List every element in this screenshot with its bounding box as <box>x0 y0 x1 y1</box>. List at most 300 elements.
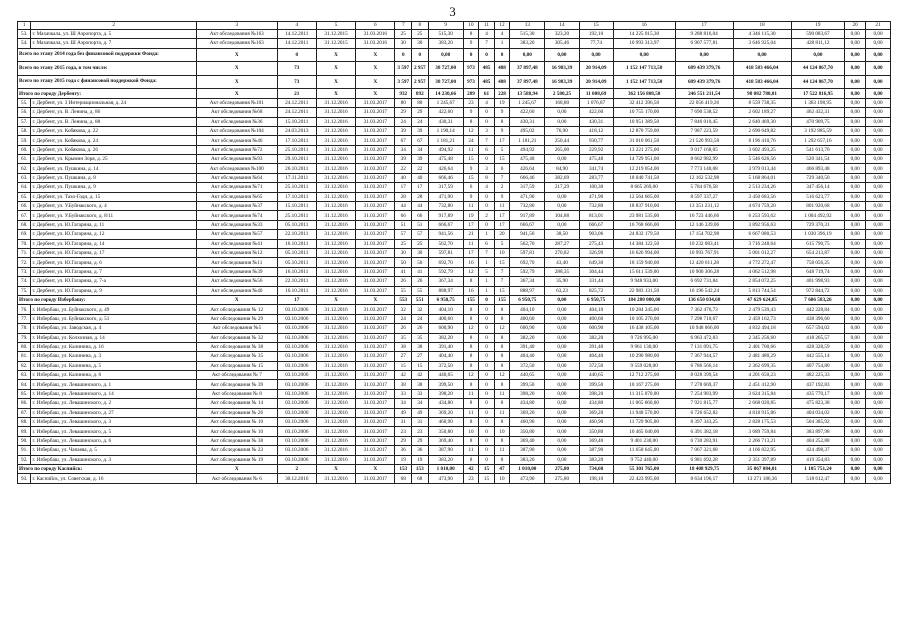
table-cell: 462 432,31 <box>791 108 845 117</box>
table-cell: 2 957 <box>412 75 429 89</box>
table-cell: 440,65 <box>510 371 545 380</box>
table-cell: 11 <box>463 145 479 154</box>
table-cell: 44 <box>412 202 429 211</box>
table-cell: 265,00 <box>545 145 579 154</box>
table-cell: 597,81 <box>510 249 545 258</box>
table-cell: 24.12.2011 <box>277 108 316 117</box>
table-cell: 31.03.2017 <box>356 108 395 117</box>
table-row <box>18 408 891 417</box>
table-cell: 9 961 130,00 <box>613 342 675 351</box>
table-cell: 2 459 162,73 <box>733 314 791 323</box>
table-cell: 8 <box>463 399 479 408</box>
table-cell: 0,00 <box>865 155 890 164</box>
table-cell: 10 465 040,00 <box>613 427 675 436</box>
table-cell: 55 <box>395 286 412 295</box>
table-cell: 9 948 933,00 <box>613 277 675 286</box>
table-cell: 8 <box>494 455 510 464</box>
table-cell: Акт обследования №33 <box>196 220 277 229</box>
table-cell: 31.03.2017 <box>356 239 395 248</box>
table-cell: 0,00 <box>865 258 890 267</box>
address-cell: г. Избербаш, ул. Калинина, д. 3 <box>31 352 196 361</box>
table-cell: 31.12.2016 <box>316 342 355 351</box>
table-cell: 732,80 <box>428 202 463 211</box>
table-cell: Акт обследования № 15 <box>196 361 277 370</box>
table-row <box>18 380 891 389</box>
table-cell: 504 385,92 <box>791 418 845 427</box>
row-index: 88. <box>18 418 31 427</box>
table-cell: 20 914,09 <box>579 75 613 89</box>
table-row <box>18 164 891 173</box>
table-cell: 382,69 <box>545 173 579 182</box>
table-cell: 442 555,14 <box>791 352 845 361</box>
table-cell: X <box>316 62 355 76</box>
table-cell: 0,00 <box>579 48 613 62</box>
table-cell: 43,40 <box>545 258 579 267</box>
table-row <box>18 98 891 107</box>
table-cell: 6 786 566,14 <box>675 361 733 370</box>
table-cell: 7 362 476,73 <box>675 305 733 314</box>
table-cell: 369,20 <box>510 408 545 417</box>
table-cell: 520 341,54 <box>791 155 845 164</box>
table-cell: 31.12.2016 <box>316 108 355 117</box>
column-number-row <box>18 22 891 30</box>
table-cell: 1 363 198,95 <box>791 98 845 107</box>
table-cell: 22 <box>412 164 429 173</box>
table-cell: 434,80 <box>579 399 613 408</box>
table-cell: 7 <box>494 277 510 286</box>
table-cell: 22 983 131,50 <box>613 286 675 295</box>
address-cell: г. Избербаш, ул. Левашинского, д. 1 <box>31 380 196 389</box>
table-cell: 9 <box>494 108 510 117</box>
table-cell: 31.03.2017 <box>356 98 395 107</box>
table-cell: 0,00 <box>510 48 545 62</box>
table-cell: 8 <box>463 314 479 323</box>
table-cell: 0,00 <box>675 48 733 62</box>
table-cell: 15 <box>494 286 510 295</box>
table-cell: 6 950,75 <box>510 295 545 304</box>
table-cell: X <box>356 75 395 89</box>
table-cell: 3 979 013,44 <box>733 164 791 173</box>
row-index: 90. <box>18 436 31 445</box>
table-cell: 404,40 <box>579 352 613 361</box>
table-cell: 10 993 767,91 <box>675 249 733 258</box>
table-cell: 31.12.2016 <box>316 136 355 145</box>
table-cell: Акт обследования № 26 <box>196 408 277 417</box>
table-cell: 31.03.2016 <box>356 39 395 48</box>
table-cell: 49 <box>412 408 429 417</box>
table-cell: 0,00 <box>545 436 579 445</box>
table-cell: 2 <box>479 211 495 220</box>
table-cell: Акт обследования № 14 <box>196 399 277 408</box>
table-cell: 8 <box>463 277 479 286</box>
table-cell: 615 790,75 <box>791 239 845 248</box>
table-cell: 2 266 713,21 <box>733 436 791 445</box>
table-cell: 0,00 <box>865 418 890 427</box>
table-cell: 592,79 <box>510 267 545 276</box>
table-cell: 424 498,37 <box>791 446 845 455</box>
table-cell: 13 271 186,36 <box>733 474 791 483</box>
table-cell: 0 <box>479 352 495 361</box>
table-cell: 47 629 624,85 <box>733 295 791 304</box>
table-cell: 217,29 <box>545 183 579 192</box>
table-cell: 597,81 <box>428 249 463 258</box>
table-cell: 229,92 <box>579 145 613 154</box>
table-cell: 482 225,33 <box>791 371 845 380</box>
table-cell: 516 623,77 <box>791 192 845 201</box>
table-cell: 26 <box>395 277 412 286</box>
row-index: 89. <box>18 427 31 436</box>
table-cell: 0 <box>479 455 495 464</box>
table-cell: 31.12.2016 <box>316 305 355 314</box>
table-cell: 03.10.2006 <box>277 408 316 417</box>
table-cell: X <box>356 89 395 98</box>
table-cell: 155 <box>494 295 510 304</box>
table-row <box>18 455 891 464</box>
table-cell: 03.10.2006 <box>277 352 316 361</box>
table-cell: 7 298 710,67 <box>675 314 733 323</box>
table-cell: 383,20 <box>428 455 463 464</box>
table-cell: 12 712 275,00 <box>613 371 675 380</box>
table-cell: 9 <box>494 192 510 201</box>
table-cell: 0,00 <box>845 408 866 417</box>
table-row <box>18 305 891 314</box>
address-cell: г. Дербент, ул. У.Буйнакского, д. 8/11 <box>31 211 196 220</box>
table-cell: 0,00 <box>545 446 579 455</box>
table-cell: 5 813 744,54 <box>733 286 791 295</box>
table-cell: 34 <box>412 399 429 408</box>
table-cell: 136 650 034,68 <box>675 295 733 304</box>
address-cell: г. Дербент, ул. Ю.Гагарина, д. 14 <box>31 239 196 248</box>
table-cell: 1 292 657,16 <box>791 136 845 145</box>
table-cell: 14.12.2011 <box>277 39 316 48</box>
table-cell: 44 124 867,70 <box>791 75 845 89</box>
table-cell: 31.12.2016 <box>316 230 355 239</box>
table-cell: 0,00 <box>865 136 890 145</box>
address-cell: г. Дербент, ул. У.Буйнакского, д. 4 <box>31 202 196 211</box>
table-cell: 1 <box>479 286 495 295</box>
table-row <box>18 446 891 455</box>
column-number: 20 <box>845 22 866 30</box>
table-cell: 16 983,39 <box>545 75 579 89</box>
table-cell: 4 <box>494 29 510 38</box>
table-cell: 473,90 <box>510 474 545 483</box>
total-row <box>18 89 891 98</box>
table-cell: 57 <box>412 230 429 239</box>
table-cell: 30.12.2016 <box>277 474 316 483</box>
table-cell: 4 674 759,20 <box>733 202 791 211</box>
address-cell: г. Избербаш, ул. Левашинского, д. 6 <box>31 436 196 445</box>
table-cell: 600,90 <box>579 324 613 333</box>
table-cell: 17 <box>463 220 479 229</box>
table-cell: 34 <box>412 145 429 154</box>
table-cell: 7 <box>479 39 495 48</box>
table-cell: 692,70 <box>428 258 463 267</box>
table-cell: 2 957 <box>412 62 429 76</box>
table-cell: 3 689 759,84 <box>733 427 791 436</box>
table-cell: 289 <box>463 89 479 98</box>
column-number: 19 <box>791 22 845 30</box>
table-cell: 430,31 <box>510 117 545 126</box>
table-cell: 12 162 532,98 <box>675 173 733 182</box>
address-cell: г. Махачкала, ул. Ш Аэропорта, д. 5 <box>31 29 196 38</box>
table-cell: 03.10.2006 <box>277 305 316 314</box>
table-cell: 0,00 <box>865 455 890 464</box>
table-cell: 418 583 466,04 <box>733 62 791 76</box>
table-cell: 15 <box>479 464 495 473</box>
table-cell: Акт обследования №163 <box>196 29 277 38</box>
table-cell: 10 948 066,00 <box>675 324 733 333</box>
table-cell: 98 082 780,01 <box>733 89 791 98</box>
table-cell: 17 522 816,95 <box>791 89 845 98</box>
table-cell: 29 <box>412 436 429 445</box>
table-cell: 7 846 010,45 <box>675 117 733 126</box>
table-cell: 17 <box>494 220 510 229</box>
table-cell: X <box>356 62 395 76</box>
table-cell: 0,00 <box>845 305 866 314</box>
table-cell: 4 346 115,30 <box>733 29 791 38</box>
address-cell: г. Избербаш, ул. Левашинского, д. 3 <box>31 455 196 464</box>
table-cell: 8 <box>463 342 479 351</box>
table-cell: 20 <box>494 230 510 239</box>
table-cell: 2 401 700,66 <box>733 342 791 351</box>
table-cell: 24 <box>412 117 429 126</box>
table-cell: 1 245,67 <box>510 98 545 107</box>
table-cell: 0 <box>412 48 429 62</box>
table-cell: 11 <box>494 446 510 455</box>
table-cell: Акт обследования №37 <box>196 202 277 211</box>
table-cell: 7 <box>494 173 510 182</box>
table-cell: 6 730 283,91 <box>675 436 733 445</box>
table-cell: 6 <box>494 164 510 173</box>
table-cell: 562,70 <box>428 239 463 248</box>
table-cell: 18 159 940,00 <box>613 258 675 267</box>
table-cell: X <box>316 48 355 62</box>
table-cell: 0,00 <box>865 342 890 351</box>
table-cell: 426,64 <box>428 164 463 173</box>
table-cell: 8 <box>494 342 510 351</box>
table-cell: 14 384 122,50 <box>613 239 675 248</box>
table-cell: 430,31 <box>428 117 463 126</box>
row-index: 56. <box>18 108 31 117</box>
table-cell: 7 987 223,59 <box>675 126 733 135</box>
table-cell: 0,00 <box>845 277 866 286</box>
table-cell: 37 897,48 <box>510 62 545 76</box>
table-cell: 9 <box>494 126 510 135</box>
table-cell: 8 559 738,35 <box>733 98 791 107</box>
table-cell: 404 252,88 <box>791 436 845 445</box>
table-cell: 14.12.2011 <box>277 29 316 38</box>
table-cell: 0,00 <box>865 117 890 126</box>
table-cell: 7 067 321,68 <box>675 446 733 455</box>
table-cell: 2 345 256,60 <box>733 333 791 342</box>
table-cell: 17.10.2011 <box>277 192 316 201</box>
table-cell: 31.03.2017 <box>356 333 395 342</box>
table-cell: 0,00 <box>865 48 890 62</box>
table-cell: 50 <box>412 258 429 267</box>
table-cell: 10 232 083,41 <box>675 239 733 248</box>
table-cell: 0,00 <box>865 173 890 182</box>
table-cell: 0,00 <box>845 474 866 483</box>
table-cell: 8 <box>463 117 479 126</box>
table-row <box>18 427 891 436</box>
table-cell: Акт обследования № 6 <box>196 474 277 483</box>
table-cell: 590 083,67 <box>791 29 845 38</box>
table-cell: Акт обследования № 7 <box>196 371 277 380</box>
table-cell: 31.12.2016 <box>316 98 355 107</box>
table-cell: 16.10.2011 <box>277 286 316 295</box>
table-cell: 44 124 867,70 <box>791 62 845 76</box>
total-label: Всего по этапу 2015 года, в том числе: <box>18 62 197 76</box>
address-cell: г. Избербаш, ул. Левашинского, д. 3 <box>31 418 196 427</box>
table-cell: 36 <box>412 446 429 455</box>
table-cell: 14 225 015,30 <box>613 29 675 38</box>
table-cell: 6 253 593,62 <box>733 211 791 220</box>
table-cell: 0,00 <box>865 427 890 436</box>
table-cell: 7 690 538,52 <box>675 108 733 117</box>
table-cell: 398,20 <box>428 389 463 398</box>
table-cell: 42 <box>395 371 412 380</box>
table-cell: 31.12.2016 <box>316 183 355 192</box>
table-row <box>18 202 891 211</box>
table-cell: 31.12.2016 <box>316 474 355 483</box>
table-cell: 0,00 <box>545 295 579 304</box>
table-cell: 0,00 <box>865 314 890 323</box>
table-cell: 0 <box>494 48 510 62</box>
table-cell: 31.12.2016 <box>316 173 355 182</box>
address-cell: г. Избербаш, ул. Заводская, д. 4 <box>31 324 196 333</box>
table-cell: 7 773 140,08 <box>675 164 733 173</box>
table-cell: 0,00 <box>865 324 890 333</box>
row-index: 59. <box>18 136 31 145</box>
table-cell: 31.12.2016 <box>316 324 355 333</box>
table-cell: 31.03.2017 <box>356 117 395 126</box>
table-cell: 369,40 <box>510 436 545 445</box>
table-cell: 495,02 <box>510 126 545 135</box>
table-cell: 12 <box>463 324 479 333</box>
table-cell: 9 559 028,00 <box>613 361 675 370</box>
table-cell: 488 <box>494 62 510 76</box>
table-cell: 383,20 <box>579 455 613 464</box>
table-cell: 0,00 <box>865 361 890 370</box>
table-cell: 25 <box>395 29 412 38</box>
table-cell: 153 <box>412 464 429 473</box>
table-row <box>18 155 891 164</box>
table-cell: Акт обследования № 23 <box>196 446 277 455</box>
table-cell: 19 <box>463 211 479 220</box>
table-cell: X <box>196 89 277 98</box>
table-cell: 372,50 <box>510 361 545 370</box>
table-cell: 0,00 <box>545 333 579 342</box>
table-cell: 05.10.2011 <box>277 258 316 267</box>
row-index: 66. <box>18 202 31 211</box>
table-cell: 184 280 000,00 <box>613 295 675 304</box>
table-cell: 350,80 <box>579 427 613 436</box>
table-cell: 03.10.2006 <box>277 314 316 323</box>
table-cell: 31.12.2016 <box>316 239 355 248</box>
table-cell: 10 <box>463 427 479 436</box>
table-cell: 22.10.2011 <box>277 230 316 239</box>
address-cell: г. Избербаш, ул. Буйнакского, д. 49 <box>31 305 196 314</box>
table-cell: Акт обследования №36 <box>196 117 277 126</box>
table-cell: 228 <box>494 89 510 98</box>
address-cell: г. Избербаш, ул. Колхозная, д. 14 <box>31 333 196 342</box>
table-cell: 460,90 <box>510 418 545 427</box>
register-table-body <box>18 22 891 484</box>
table-cell: Акт обследования №12 <box>196 249 277 258</box>
table-row <box>18 267 891 276</box>
table-row <box>18 136 891 145</box>
table-cell: 22 423 995,00 <box>613 474 675 483</box>
row-index: 55. <box>18 98 31 107</box>
table-cell: 438 396,60 <box>791 314 845 323</box>
table-cell: 2 640 469,30 <box>733 117 791 126</box>
table-cell: 0,00 <box>865 230 890 239</box>
table-cell: 16.10.2011 <box>277 267 316 276</box>
table-cell: 15 <box>494 155 510 164</box>
table-cell: 428 328,59 <box>791 342 845 351</box>
table-cell: 689 439 379,76 <box>675 62 733 76</box>
total-row <box>18 295 891 304</box>
table-cell: 31.12.2016 <box>316 267 355 276</box>
table-cell: 31.12.2016 <box>316 389 355 398</box>
table-cell: 31.12.2016 <box>316 277 355 286</box>
table-cell: 25.10.2011 <box>277 145 316 154</box>
table-cell: 31.03.2017 <box>356 314 395 323</box>
table-cell: 31.03.2017 <box>356 145 395 154</box>
table-cell: 0,00 <box>865 211 890 220</box>
table-cell: 422,60 <box>428 108 463 117</box>
table-cell: 100,30 <box>579 183 613 192</box>
table-cell: 9 288 816,04 <box>675 29 733 38</box>
table-cell: 4 062 512,98 <box>733 267 791 276</box>
table-cell: 0,00 <box>545 427 579 436</box>
table-cell: 0 <box>479 446 495 455</box>
table-cell: 407 754,80 <box>791 361 845 370</box>
table-cell: 0,00 <box>545 399 579 408</box>
table-cell: 67 <box>395 136 412 145</box>
table-cell: 0,00 <box>845 436 866 445</box>
table-cell: 42 <box>463 464 479 473</box>
table-cell: Акт обследования №72 <box>196 145 277 154</box>
address-cell: г. Избербаш, ул. Чапаева, д. 5 <box>31 446 196 455</box>
table-cell: 77,74 <box>579 39 613 48</box>
table-row <box>18 333 891 342</box>
total-label: Всего по этапу 2014 года без финансовой поддержки Фонда: <box>18 48 197 62</box>
table-cell: 11 <box>494 408 510 417</box>
table-cell: 401 998,93 <box>791 277 845 286</box>
table-cell: 11 315 070,00 <box>613 389 675 398</box>
table-cell: 442 228,84 <box>791 305 845 314</box>
address-cell: г. Избербаш, ул. Калинина, д. 16 <box>31 342 196 351</box>
table-cell: 31.03.2017 <box>356 202 395 211</box>
table-cell: 0 <box>479 220 495 229</box>
table-cell: 31.12.2016 <box>316 145 355 154</box>
table-cell: 03.10.2006 <box>277 446 316 455</box>
page-number: 3 <box>449 4 456 19</box>
table-cell: 17.10.2011 <box>277 136 316 145</box>
table-cell: 0,00 <box>845 145 866 154</box>
table-cell: 31.12.2016 <box>316 333 355 342</box>
table-cell: 0,00 <box>545 108 579 117</box>
table-cell: 892 <box>412 89 429 98</box>
table-cell: 387,90 <box>510 446 545 455</box>
table-cell: 15 <box>463 173 479 182</box>
table-cell: 0,00 <box>545 389 579 398</box>
table-cell: Акт обследования № 38 <box>196 342 277 351</box>
table-cell: 0,00 <box>845 117 866 126</box>
table-cell: 4 201 650,23 <box>733 371 791 380</box>
table-cell: 689 439 379,76 <box>675 75 733 89</box>
